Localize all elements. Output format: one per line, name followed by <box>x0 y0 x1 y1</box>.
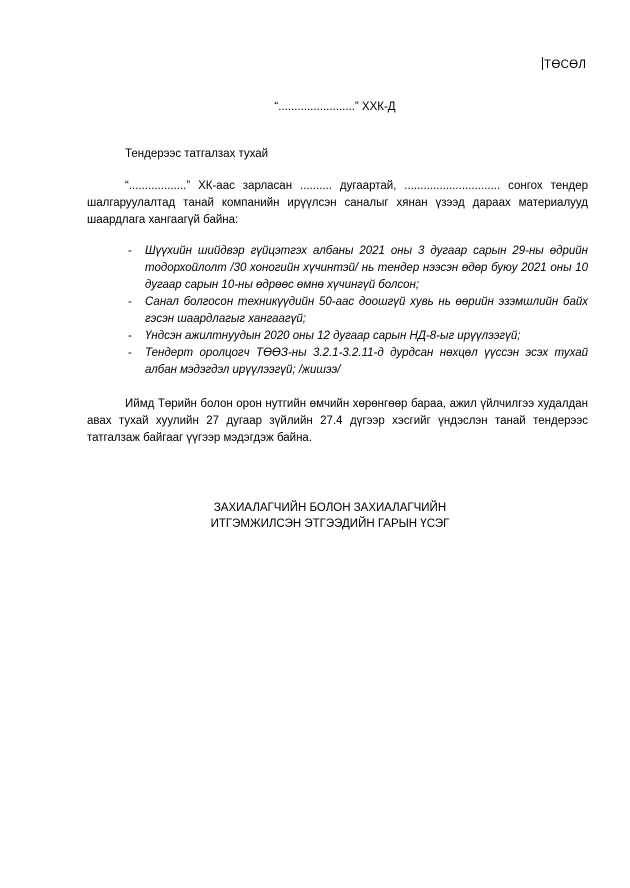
list-dash: - <box>128 296 132 308</box>
deficiency-list <box>87 243 588 379</box>
signature-line-1: ЗАХИАЛАГЧИЙН БОЛОН ЗАХИАЛАГЧИЙН <box>213 502 447 514</box>
text-cursor <box>542 57 543 70</box>
draft-tag-label: ТӨСӨЛ <box>544 59 587 71</box>
intro-paragraph: “..................” ХК-аас зарласан .......... дугаартай, .............................. сонгох тендер шалгаруулалтад танай компанийн ирүүлсэн саналыг хянан үзээд дараах материалууд шаардлага хангаагүй байна: <box>87 180 588 226</box>
signature-block <box>0 500 630 532</box>
list-item-text: Санал болгосон техникүүдийн 50-аас доошгүй хувь нь өөрийн эзэмшлийн байх гэсэн шаардлагыг хангаагүй; <box>145 296 588 325</box>
list-item <box>87 243 588 294</box>
list-item <box>87 345 588 379</box>
list-dash: - <box>128 330 132 342</box>
addressee-line: “........................” ХХК-Д <box>274 101 396 113</box>
draft-tag <box>542 57 586 71</box>
list-item <box>87 294 588 328</box>
list-item-text: Шүүхийн шийдвэр гүйцэтгэх албаны 2021 оны 3 дугаар сарын 29-ны өдрийн тодорхойлолт /30 хоногийн хүчинтэй/ нь тендер нээсэн өдөр буюу 2021 оны 10 дугаар сарын 10-ны өдрөөс өмнө хүчингүй болсон; <box>145 245 588 291</box>
list-item-text: Үндсэн ажилтнуудын 2020 оны 12 дугаар сарын НД-8-ыг ирүүлээгүй; <box>145 330 521 342</box>
list-item <box>87 328 588 345</box>
list-item-text: Тендерт оролцогч ТӨӨЗ-ны 3.2.1-3.2.11-д дурдсан нөхцөл үүссэн эсэх тухай албан мэдэгдэл ирүүлээгүй; /жишээ/ <box>145 347 588 376</box>
list-dash: - <box>128 245 132 257</box>
list-dash: - <box>128 347 132 359</box>
closing-paragraph: Иймд Төрийн болон орон нутгийн өмчийн хөрөнгөөр бараа, ажил үйлчилгээ худалдан авах тухай хуулийн 27 дугаар зүйлийн 27.4 дүгээр хэсгийг үндэслэн танай тендерээс татгалзаж байгааг үүгээр мэдэгдэж байна. <box>87 398 588 444</box>
signature-line-2: ИТГЭМЖИЛСЭН ЭТГЭЭДИЙН ГАРЫН ҮСЭГ <box>210 518 450 530</box>
letter-subject: Тендерээс татгалзах тухай <box>125 148 269 160</box>
